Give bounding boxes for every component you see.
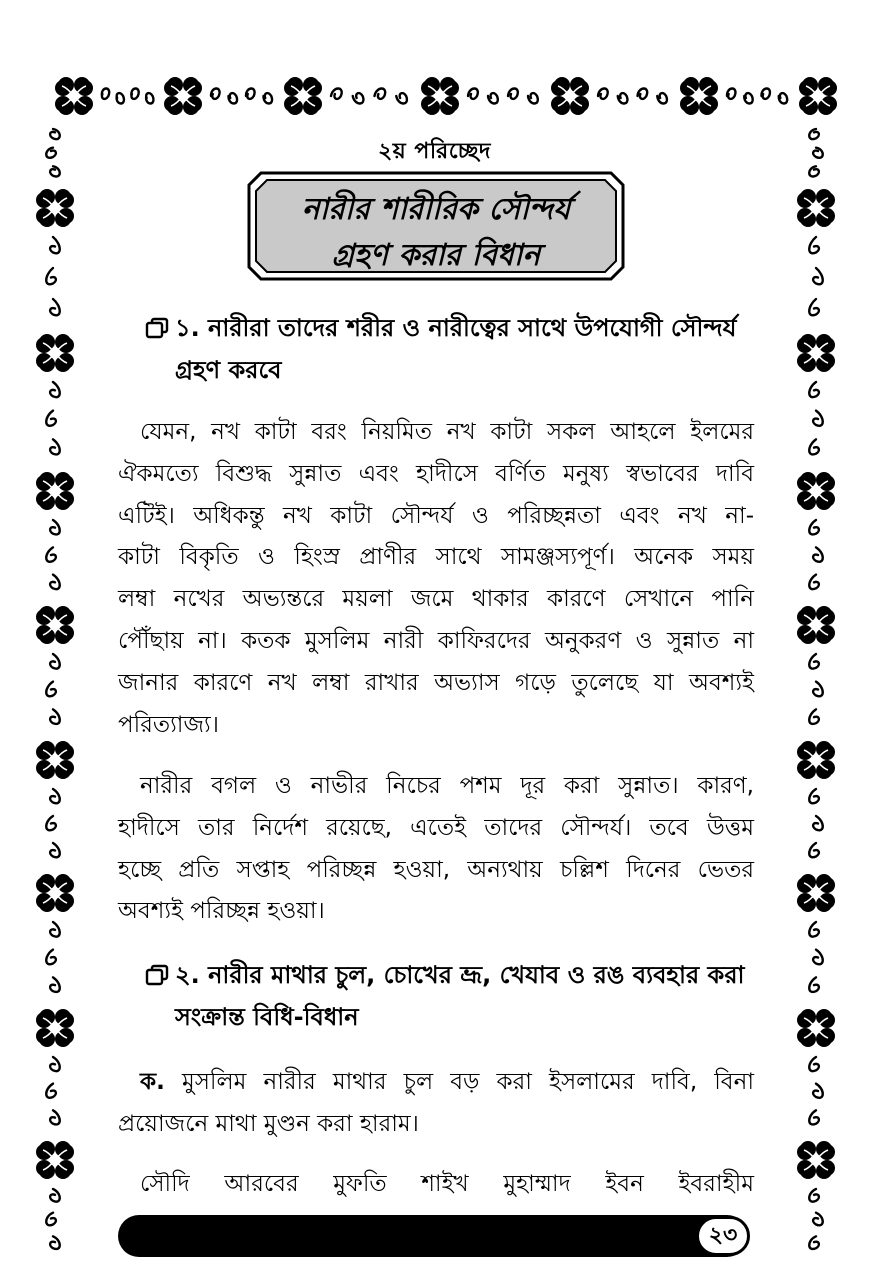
- text-line: হচ্ছে প্রতি সপ্তাহ পরিচ্ছন্ন হওয়া, অন্যথায় চল্লিশ দিনের ভেতর: [118, 856, 754, 883]
- clover-ornament-icon: [32, 737, 78, 783]
- text-line: লম্বা নখের অভ্যন্তরে ময়লা জমে থাকার কারণে সেখানে পানি: [118, 586, 754, 613]
- clover-ornament-icon: [795, 73, 841, 119]
- clover-ornament-icon: [793, 185, 839, 231]
- section-1-paragraph-1: [118, 412, 754, 746]
- title-line-1: নারীর শারীরিক সৌন্দর্য: [301, 192, 571, 227]
- text-line: যেমন, নখ কাটা বরং নিয়মিত নখ কাটা সকল আহলে ইলমের: [140, 419, 754, 445]
- scroll-ornament-icon: [465, 83, 545, 109]
- clover-ornament-icon: [793, 870, 839, 916]
- scroll-ornament-icon: [801, 920, 831, 1003]
- scroll-ornament-icon: [38, 1187, 68, 1258]
- scroll-ornament-icon: [38, 920, 68, 1003]
- text-line: [118, 1062, 754, 1104]
- text-run: মুসলিম নারীর মাথার চুল বড় করা ইসলামের দাবি, বিনা: [181, 1069, 755, 1095]
- clover-ornament-icon: [676, 73, 722, 119]
- scroll-ornament-icon: [38, 518, 68, 600]
- scroll-ornament-icon: [38, 787, 68, 868]
- clover-ornament-icon: [32, 330, 78, 376]
- clover-ornament-icon: [417, 73, 463, 119]
- clover-ornament-icon: [32, 1137, 78, 1183]
- clover-ornament-icon: [32, 1005, 78, 1051]
- text-line: সৌদি আরবের মুফতি শাইখ মুহাম্মাদ ইবন ইবরাহীম: [140, 1171, 754, 1197]
- clover-ornament-icon: [32, 602, 78, 648]
- scroll-ornament-icon: [801, 652, 831, 735]
- item-label: ক.: [140, 1069, 165, 1095]
- text-line: অবশ্যই পরিচ্ছন্ন হওয়া।: [118, 898, 325, 925]
- text-line: ঐকমত্যে বিশুদ্ধ সুন্নাত এবং হাদীসে বর্ণিত মনুষ্য স্বভাবের দাবি: [118, 460, 754, 487]
- title-box: [247, 171, 625, 281]
- page-number: ২৩: [696, 1216, 750, 1256]
- section-1-paragraph-2: [118, 766, 754, 933]
- clover-ornament-icon: [160, 73, 206, 119]
- text-line: কাটা বিকৃতি ও হিংস্র প্রাণীর সাথে সামঞ্জস্যপূর্ণ। অনেক সময়: [118, 544, 754, 571]
- clover-ornament-icon: [32, 185, 78, 231]
- scroll-ornament-icon: [38, 380, 68, 466]
- scroll-ornament-icon: [38, 235, 68, 328]
- text-line: প্রয়োজনে মাথা মুণ্ডন করা হারাম।: [118, 1110, 419, 1137]
- clover-ornament-icon: [32, 870, 78, 916]
- clover-ornament-icon: [32, 468, 78, 514]
- scroll-ornament-icon: [801, 380, 831, 466]
- clover-ornament-icon: [793, 737, 839, 783]
- scroll-ornament-icon: [38, 652, 68, 735]
- text-line: জানার কারণে নখ লম্বা রাখার অভ্যাস গড়ে তুলেছে যা অবশ্যই: [118, 669, 754, 696]
- clover-ornament-icon: [547, 73, 593, 119]
- clover-ornament-icon: [51, 73, 97, 119]
- clover-ornament-icon: [793, 1005, 839, 1051]
- title-line-2: গ্রহণ করার বিধান: [331, 238, 541, 273]
- clover-ornament-icon: [793, 468, 839, 514]
- scroll-ornament-icon: [328, 83, 415, 109]
- section-1-heading-line-1: ১. নারীরা তাদের শরীর ও নারীত্বের সাথে উপযোগী সৌন্দর্য: [175, 314, 737, 342]
- clover-ornament-icon: [793, 1137, 839, 1183]
- copy-squares-icon: [145, 317, 169, 339]
- section-2-paragraph-1: [118, 1062, 754, 1146]
- text-line: হাদীসে তার নির্দেশ রয়েছে, এতেই তাদের সৌন্দর্য। তবে উত্তম: [118, 814, 754, 841]
- section-1-heading-line-2: গ্রহণ করবে: [175, 356, 282, 384]
- scroll-ornament-icon: [208, 83, 278, 109]
- copy-squares-icon: [145, 964, 169, 986]
- scroll-ornament-icon: [99, 83, 158, 109]
- section-1-heading: [145, 307, 765, 391]
- chapter-label: ২য় পরিচ্ছেদ: [378, 139, 491, 164]
- scroll-ornament-icon: [595, 83, 674, 109]
- section-2-heading-line-1: ২. নারীর মাথার চুল, চোখের ভ্রূ, খেযাব ও রঙ ব্যবহার করা: [175, 961, 745, 989]
- text-line: নারীর বগল ও নাভীর নিচের পশম দূর করা সুন্নাত। কারণ,: [140, 773, 754, 799]
- scroll-ornament-icon: [38, 1055, 68, 1135]
- section-2-heading-line-2: সংক্রান্ত বিধি-বিধান: [175, 1003, 359, 1031]
- clover-ornament-icon: [793, 602, 839, 648]
- text-line: পরিত্যাজ্য।: [118, 711, 219, 738]
- scroll-ornament-icon: [801, 1187, 831, 1258]
- section-2-heading: [145, 954, 765, 1038]
- scroll-ornament-icon: [801, 235, 831, 328]
- text-line: এটিই। অধিকন্তু নখ কাটা সৌন্দর্য ও পরিচ্ছন্নতা এবং নখ না-: [118, 502, 754, 529]
- scroll-ornament-icon: [801, 518, 831, 600]
- clover-ornament-icon: [793, 330, 839, 376]
- scroll-ornament-icon: [724, 83, 793, 109]
- scroll-ornament-icon: [801, 1055, 831, 1135]
- footer-bar: [118, 1215, 748, 1257]
- clover-ornament-icon: [280, 73, 326, 119]
- scroll-ornament-icon: [801, 787, 831, 868]
- section-2-paragraph-2: [118, 1164, 754, 1206]
- text-line: পৌঁছায় না। কতক মুসলিম নারী কাফিরদের অনুকরণ ও সুন্নাত না: [118, 627, 754, 654]
